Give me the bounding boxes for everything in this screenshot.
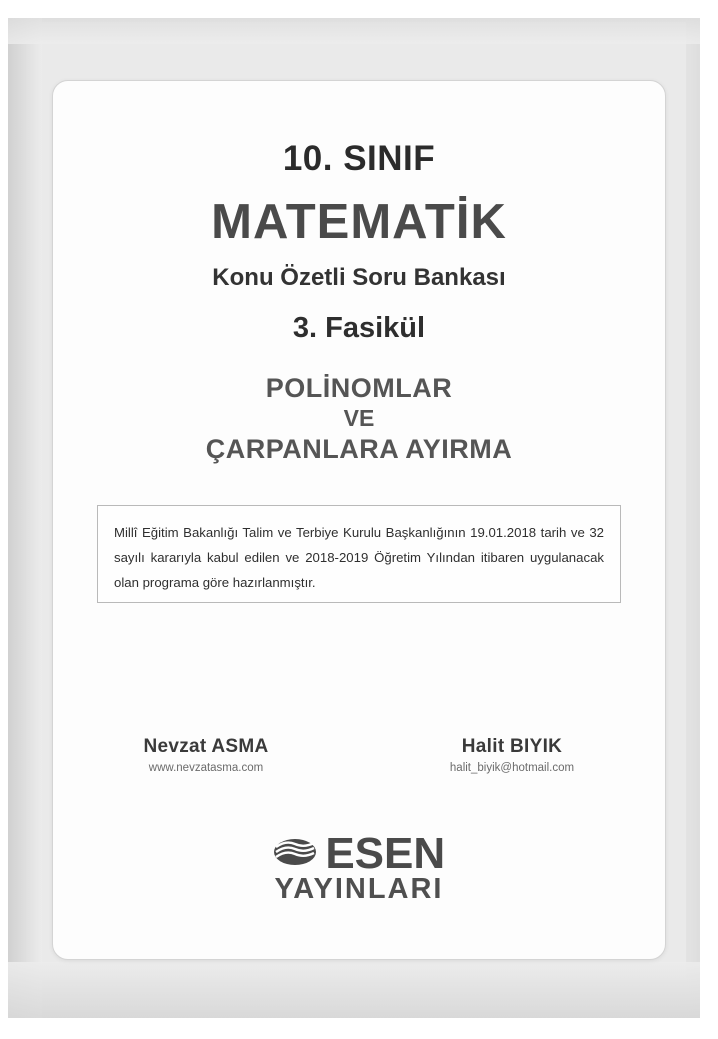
author-name: Halit BIYIK bbox=[461, 736, 563, 757]
author-entry bbox=[53, 736, 359, 774]
topic-line-1: POLİNOMLAR bbox=[265, 373, 453, 403]
scan-shadow-top bbox=[8, 18, 700, 44]
author-name: Nevzat ASMA bbox=[143, 736, 269, 757]
subject-title: MATEMATİK bbox=[211, 195, 507, 249]
publisher-name: ESEN bbox=[325, 829, 446, 878]
publisher-subtitle: YAYINLARI bbox=[274, 873, 444, 905]
esen-books-logo-icon bbox=[273, 832, 317, 877]
scan-shadow-left bbox=[8, 18, 42, 1018]
author-entry bbox=[359, 736, 665, 774]
scan-shadow-bottom bbox=[8, 962, 700, 1018]
topic-line-2: VE bbox=[343, 405, 375, 431]
book-cover bbox=[52, 80, 666, 960]
book-type-label: Konu Özetli Soru Bankası bbox=[212, 264, 506, 291]
author-contact: www.nevzatasma.com bbox=[148, 762, 264, 774]
fascicle-label: 3. Fasikül bbox=[292, 312, 426, 344]
authors-row bbox=[53, 736, 665, 774]
topic-block bbox=[53, 373, 665, 465]
publisher-logo-row bbox=[273, 829, 445, 879]
curriculum-notice-text: Millî Eğitim Bakanlığı Talim ve Terbiye Kurulu Başkanlığının 19.01.2018 tarih ve 32 sayılı kararıyla kabul edilen ve 2018-2019 Öğretim Yılından itibaren uygulanacak olan programa göre hazırlanmıştır. bbox=[114, 525, 604, 590]
topic-line-3: ÇARPANLARA AYIRMA bbox=[205, 434, 513, 464]
grade-label: 10. SINIF bbox=[282, 139, 436, 178]
author-contact: halit_biyik@hotmail.com bbox=[449, 762, 575, 774]
publisher-block bbox=[53, 829, 665, 906]
curriculum-notice-box bbox=[97, 505, 621, 603]
